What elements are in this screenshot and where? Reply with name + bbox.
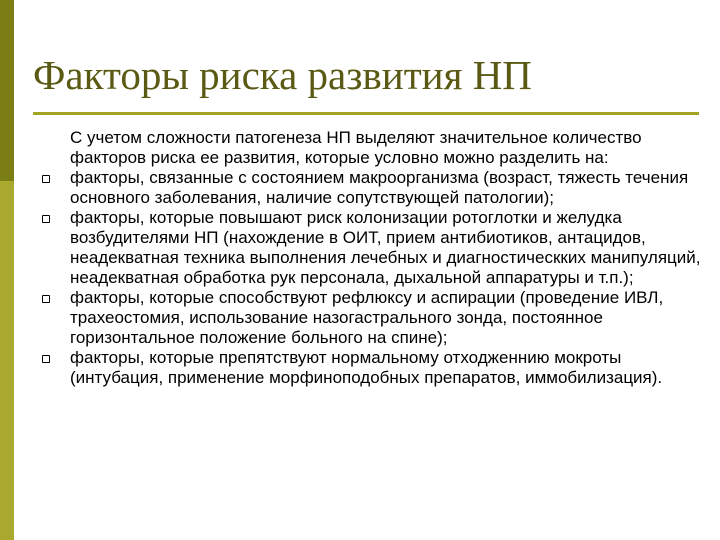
bullet-item: [70, 208, 710, 288]
square-bullet-icon: [42, 295, 50, 303]
bullet-text: факторы, которые способствуют рефлюксу и аспирации (проведение ИВЛ, трахеостомия, использование назогастрального зонда, постоянное горизонтальное положение больного на спине);: [70, 288, 664, 347]
square-bullet-icon: [42, 175, 50, 183]
slide-title: Факторы риска развития НП: [33, 52, 532, 98]
title-underline: [33, 112, 699, 115]
bullet-text: факторы, которые препятствуют нормальному отходженнию мокроты (интубация, применение морфиноподобных препаратов, иммобилизация).: [70, 348, 663, 387]
accent-bar-light-segment: [0, 181, 14, 540]
slide-body: [70, 128, 710, 388]
bullet-item: [70, 288, 710, 348]
square-bullet-icon: [42, 355, 50, 363]
bullet-item: [70, 348, 710, 388]
bullet-text: факторы, связанные с состоянием макроорганизма (возраст, тяжесть течения основного заболевания, наличие сопутствующей патологии);: [70, 168, 689, 207]
accent-bar-dark-segment: [0, 0, 14, 181]
bullet-item: [70, 168, 710, 208]
bullet-text: факторы, которые повышают риск колонизации ротоглотки и желудка возбудителями НП (нахождение в ОИТ, прием антибиотиков, антацидов, неадекватная техника выполнения лечебных и диагностическких манипуляций, неадекватная обработка рук персонала, дыхальной аппаратуры и т.п.);: [70, 208, 701, 287]
square-bullet-icon: [42, 215, 50, 223]
left-accent-bar: [0, 0, 14, 540]
intro-paragraph: С учетом сложности патогенеза НП выделяют значительное количество факторов риска ее развития, которые условно можно разделить на:: [70, 128, 642, 167]
